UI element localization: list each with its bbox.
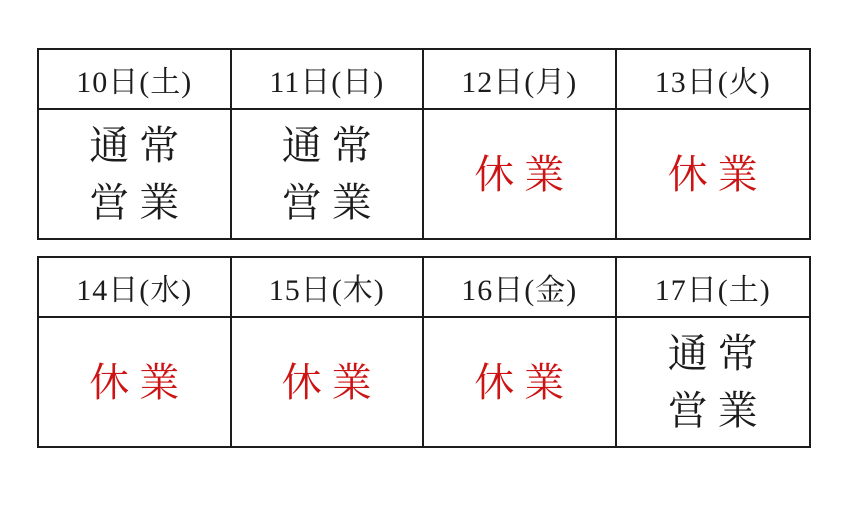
date-header-10: [39, 50, 232, 110]
status-text: 休業: [474, 151, 575, 197]
status-text: 営業: [667, 388, 768, 433]
status-cell-14-closed: [39, 318, 232, 446]
status-cell-10-open: [39, 110, 232, 238]
status-cell-13-closed: [617, 110, 810, 238]
status-text: 営業: [89, 180, 190, 225]
status-text: 休業: [474, 359, 575, 405]
date-header-16: [424, 258, 617, 318]
date-header-11: [232, 50, 425, 110]
status-text: 営業: [281, 180, 382, 225]
status-text: 通常: [89, 123, 190, 168]
status-cell-15-closed: [232, 318, 425, 446]
date-label: 10日(土): [76, 66, 193, 99]
status-cell-17-open: [617, 318, 810, 446]
status-text: 休業: [89, 359, 190, 405]
date-header-15: [232, 258, 425, 318]
date-label: 12日(月): [461, 66, 578, 99]
status-cell-11-open: [232, 110, 425, 238]
date-label: 16日(金): [461, 274, 578, 307]
status-text: 休業: [281, 359, 382, 405]
status-text: 通常: [281, 123, 382, 168]
date-label: 17日(土): [654, 274, 771, 307]
date-header-14: [39, 258, 232, 318]
status-cell-16-closed: [424, 318, 617, 446]
date-header-17: [617, 258, 810, 318]
schedule-table-week2: [37, 256, 811, 448]
date-header-13: [617, 50, 810, 110]
status-text: 休業: [667, 151, 768, 197]
date-label: 14日(水): [76, 274, 193, 307]
date-label: 11日(日): [269, 66, 385, 99]
date-label: 15日(木): [268, 274, 385, 307]
date-header-12: [424, 50, 617, 110]
schedule-table-week1: [37, 48, 811, 240]
date-label: 13日(火): [654, 66, 771, 99]
status-text: 通常: [667, 331, 768, 376]
status-cell-12-closed: [424, 110, 617, 238]
